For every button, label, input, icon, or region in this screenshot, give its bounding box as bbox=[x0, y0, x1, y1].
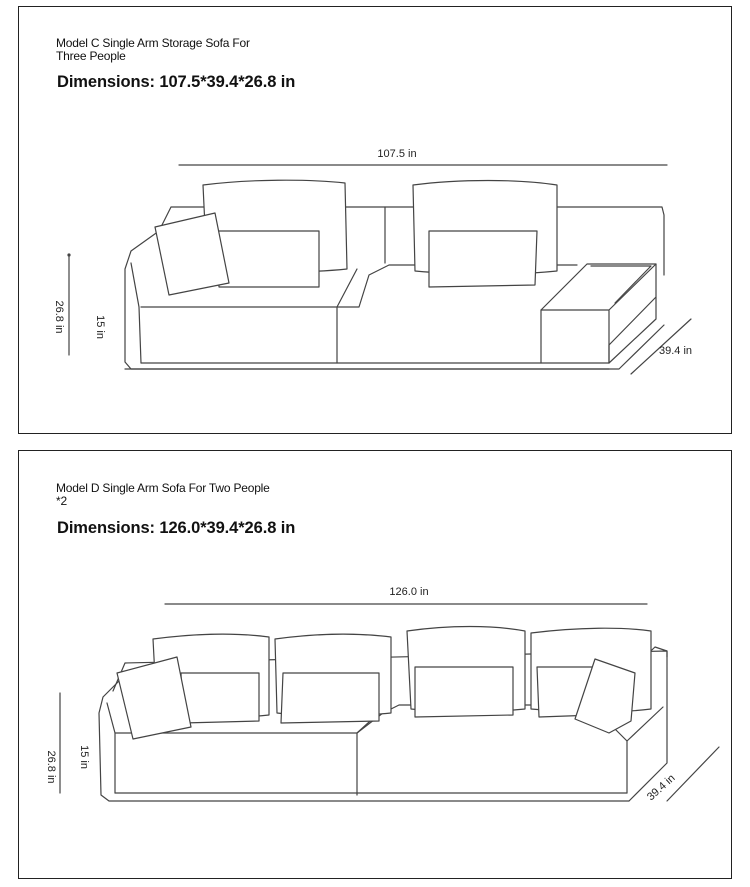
sofa-left-arm-front bbox=[131, 263, 141, 363]
throw-pillow-left bbox=[117, 657, 191, 739]
product-panel-model-d bbox=[18, 450, 732, 879]
height-label: 26.8 in bbox=[45, 750, 57, 784]
sofa-c bbox=[125, 180, 664, 369]
dimensions-label: Dimensions: bbox=[57, 519, 155, 537]
height-label: 26.8 in bbox=[53, 300, 65, 334]
seat-height-label: 15 in bbox=[94, 315, 106, 339]
model-title: Model C Single Arm Storage Sofa For Three People bbox=[56, 36, 250, 63]
dimensions-value: 126.0*39.4*26.8 in bbox=[159, 519, 296, 537]
sofa-right-arm-front bbox=[615, 729, 627, 793]
product-panel-model-c bbox=[18, 6, 732, 434]
lumbar-pillow-2 bbox=[281, 673, 379, 723]
sofa-c-drawing bbox=[19, 7, 731, 433]
sofa-seat-divider bbox=[357, 713, 379, 795]
throw-pillow bbox=[155, 213, 229, 295]
sofa-d bbox=[99, 627, 667, 802]
sofa-d-drawing bbox=[19, 451, 731, 878]
dimensions-label: Dimensions: bbox=[57, 73, 155, 91]
seat-height-label: 15 in bbox=[78, 745, 90, 769]
lumbar-pillow-1 bbox=[181, 673, 259, 723]
height-dimension-dot bbox=[67, 253, 70, 256]
dimensions-value: 107.5*39.4*26.8 in bbox=[159, 73, 296, 91]
sofa-left-arm-front bbox=[107, 703, 115, 793]
depth-dimension-line bbox=[667, 747, 719, 801]
depth-label: 39.4 in bbox=[644, 772, 678, 804]
sofa-back-seams bbox=[345, 207, 385, 263]
sofa-seat-divider bbox=[337, 269, 357, 363]
depth-label: 39.4 in bbox=[659, 345, 693, 357]
model-title: Model D Single Arm Sofa For Two People *2 bbox=[56, 481, 270, 508]
width-label: 107.5 in bbox=[377, 148, 417, 160]
lumbar-pillow-1 bbox=[217, 231, 319, 287]
sofa-right-arm-top bbox=[627, 707, 663, 741]
lumbar-pillow-3 bbox=[415, 667, 513, 717]
width-label: 126.0 in bbox=[389, 586, 429, 598]
lumbar-pillow-2 bbox=[429, 231, 537, 287]
